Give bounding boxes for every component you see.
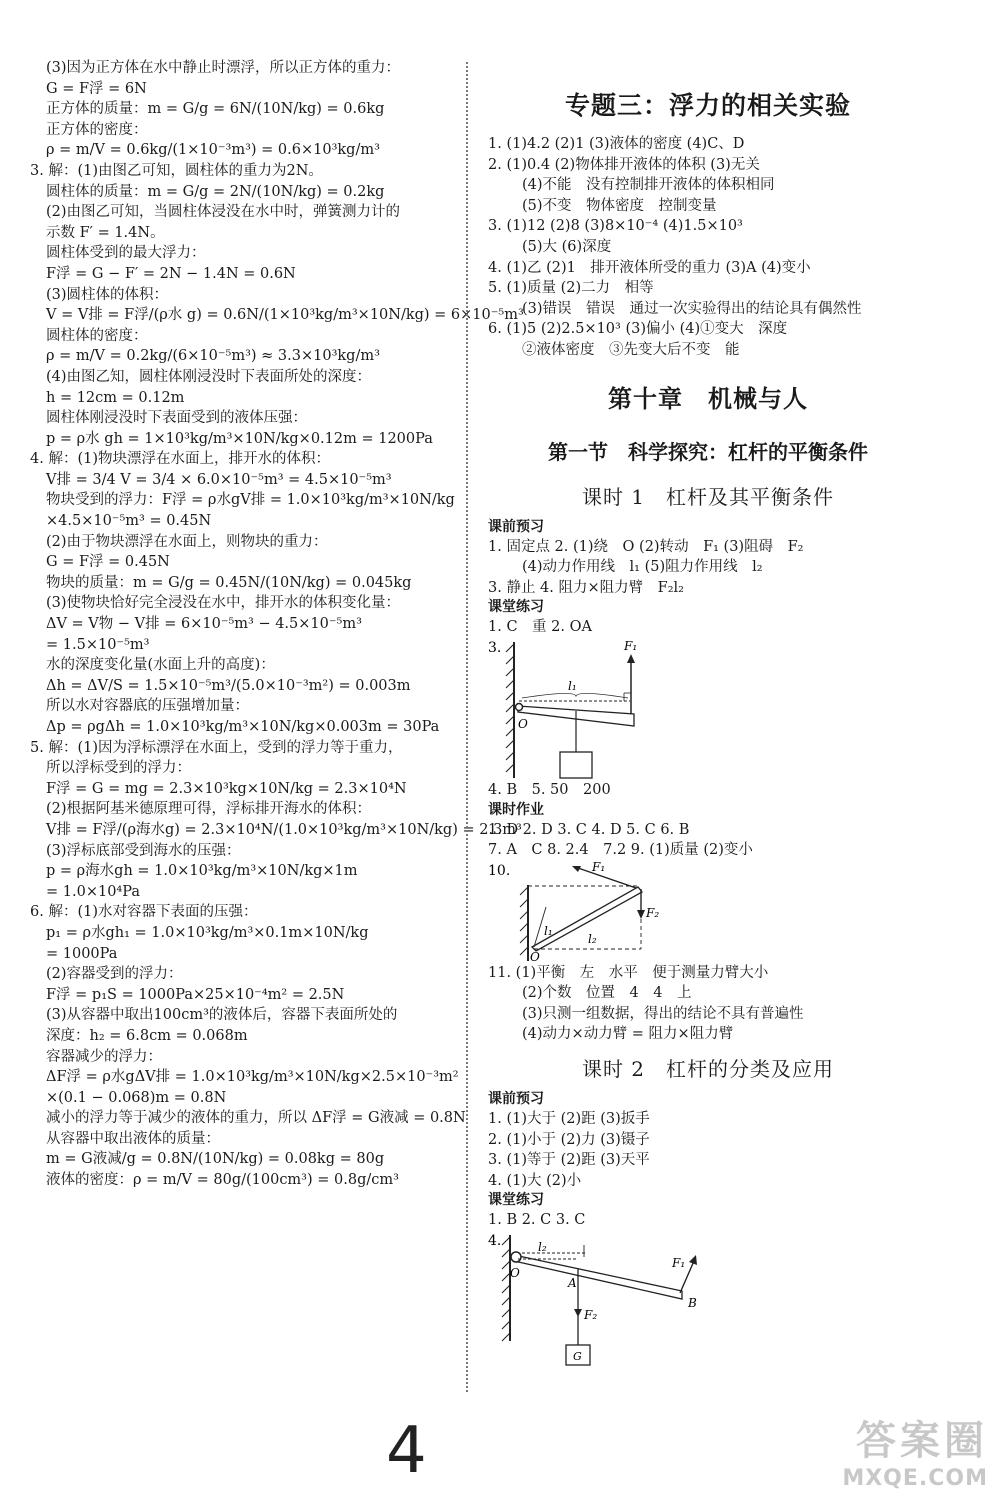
solution-line: = 1000Pa — [46, 945, 118, 962]
solution-line: F浮 = G = mg = 2.3×10³kg×10N/kg = 2.3×10⁴N — [46, 780, 407, 797]
fig4-force-f1-arrow — [689, 1255, 697, 1265]
fig4-pivot — [511, 1252, 521, 1262]
lesson1-preview-label: 课前预习 — [488, 518, 544, 535]
fig3-label-f1: F₁ — [624, 638, 638, 653]
solution-line: 5. 解：(1)因为浮标漂浮在水面上，受到的浮力等于重力， — [30, 739, 403, 756]
solution-line: (2)容器受到的浮力： — [46, 966, 183, 983]
lesson2-practice-label: 课堂练习 — [488, 1192, 544, 1209]
lesson1-title: 课时 1 杠杆及其平衡条件 — [581, 484, 835, 509]
lever-figure-10 — [488, 861, 788, 963]
lesson1-practice-after: 4. B 5. 50 200 — [488, 781, 611, 798]
solution-line: V = V排 = F浮/(ρ水 g) = 0.6N/(1×10³kg/m³×10N/kg) = 6×10⁻⁵m³ — [46, 307, 524, 324]
fig3-wall-hatch — [506, 644, 514, 772]
solution-line: V排 = F浮/(ρ海水g) = 2.3×10⁴N/(1.0×10³kg/m³×10N/kg) = 2.3m³ — [46, 821, 522, 838]
homework-answer-line: 1. D 2. D 3. C 4. D 5. C 6. B — [488, 821, 690, 838]
solution-line: F浮 = G − F′ = 2N − 1.4N = 0.6N — [46, 265, 296, 282]
solution-line: = 1.0×10⁴Pa — [46, 883, 140, 900]
fig4-label-f1: F₁ — [672, 1256, 686, 1271]
solution-line: 圆柱体受到的最大浮力： — [46, 245, 206, 262]
section-title: 第一节 科学探究：杠杆的平衡条件 — [548, 439, 868, 464]
solution-line: 正方体的质量：m = G/g = 6N/(10N/kg) = 0.6kg — [46, 101, 385, 118]
lesson1-practice-line: 1. C 重 2. OA — [488, 619, 592, 636]
solution-line: (2)由图乙可知，当圆柱体浸没在水中时，弹簧测力计的 — [46, 204, 401, 221]
solution-line: 所以水对容器底的压强增加量： — [46, 698, 249, 715]
solution-line: ρ = m/V = 0.2kg/(6×10⁻⁵m³) ≈ 3.3×10³kg/m³ — [46, 348, 380, 365]
solution-line: ΔF浮 = ρ水gΔV排 = 1.0×10³kg/m³×10N/kg×2.5×10⁻³m² — [46, 1069, 459, 1086]
topic-answer-line: 6. (1)5 (2)2.5×10³ (3)偏小 (4)①变大 深度 — [488, 321, 788, 338]
lever-figure-4 — [488, 1231, 788, 1373]
solution-line: ΔV = V物 − V排 = 6×10⁻⁵m³ − 4.5×10⁻⁵m³ — [46, 616, 362, 633]
solution-line: Δh = ΔV/S = 1.5×10⁻⁵m³/(5.0×10⁻³m²) = 0.003m — [46, 677, 411, 694]
fig10-force-f1 — [578, 868, 636, 888]
solution-line: 深度：h₂ = 6.8cm = 0.068m — [46, 1027, 248, 1044]
solution-line: (3)使物块恰好完全浸没在水中，排开水的体积变化量： — [46, 595, 401, 612]
solution-line: 减小的浮力等于减少的液体的重力，所以 ΔF浮 = G液减 = 0.8N — [46, 1110, 466, 1127]
solution-line: (3)因为正方体在水中静止时漂浮，所以正方体的重力： — [46, 60, 401, 76]
fig4-number: 4. — [488, 1233, 502, 1250]
topic-answer-line: 2. (1)0.4 (2)物体排开液体的体积 (3)无关 — [488, 156, 760, 173]
solution-line: 容器减少的浮力： — [46, 1048, 162, 1065]
solution-line: (2)由于物块漂浮在水面上，则物块的重力： — [46, 533, 328, 550]
lesson1-homework-after — [488, 963, 928, 1045]
fig3-pivot — [516, 703, 523, 710]
topic-title: 专题三：浮力的相关实验 — [564, 91, 851, 120]
watermark-sub: MXQE.COM — [842, 1466, 988, 1491]
solution-line: m = G液减/g = 0.8N/(10N/kg) = 0.08kg = 80g — [46, 1151, 385, 1168]
fig10-wall-hatch — [520, 887, 528, 955]
lesson2-preview-label: 课前预习 — [488, 1091, 544, 1108]
solution-line: 物块的质量：m = G/g = 0.45N/(10N/kg) = 0.045kg — [46, 574, 412, 591]
fig10-label-l1: l₁ — [544, 923, 553, 938]
fig3-number: 3. — [488, 639, 502, 656]
solution-line: 所以浮标受到的浮力： — [46, 760, 191, 777]
solution-line: 物块受到的浮力：F浮 = ρ水gV排 = 1.0×10³kg/m³×10N/kg — [46, 492, 455, 509]
preview-answer-line: (4)动力作用线 l₁ (5)阻力作用线 l₂ — [522, 559, 763, 576]
fig4-lever — [514, 1255, 682, 1299]
topic-answer-line: (4)不能 没有控制排开液体的体积相同 — [522, 177, 775, 194]
solution-line: (2)根据阿基米德原理可得，浮标排开海水的体积： — [46, 801, 372, 818]
fig4-label-f2: F₂ — [584, 1308, 598, 1323]
solution-line: (3)浮标底部受到海水的压强： — [46, 842, 241, 859]
lesson2-practice-line: 1. B 2. C 3. C — [488, 1212, 586, 1229]
solution-line: p₁ = ρ水gh₁ = 1.0×10³kg/m³×0.1m×10N/kg — [46, 924, 369, 941]
fig4-label-o: O — [510, 1266, 520, 1281]
fig4-label-b: B — [688, 1296, 697, 1311]
solution-line: = 1.5×10⁻⁵m³ — [46, 636, 150, 653]
fig4-label-a: A — [568, 1276, 577, 1291]
page-number — [378, 1410, 438, 1482]
solution-line: (3)圆柱体的体积： — [46, 286, 169, 303]
topic-answer-line: (3)错误 错误 通过一次实验得出的结论具有偶然性 — [522, 300, 862, 317]
solution-line: ×(0.1 − 0.068)m = 0.8N — [46, 1089, 227, 1106]
solution-line: 4. 解：(1)物块漂浮在水面上，排开水的体积： — [30, 451, 330, 468]
solution-line: Δp = ρgΔh = 1.0×10³kg/m³×10N/kg×0.003m = 30Pa — [46, 719, 440, 735]
topic-answer-line: (5)不变 物体密度 控制变量 — [522, 197, 717, 214]
lesson1-practice-label: 课堂练习 — [488, 599, 544, 616]
topic-answer-line: 1. (1)4.2 (2)1 (3)液体的密度 (4)C、D — [488, 136, 745, 152]
watermark-main: 答案圈 — [856, 1418, 988, 1464]
topic-answers — [488, 134, 928, 361]
fig4-label-g: G — [573, 1350, 582, 1364]
solution-line: ×4.5×10⁻⁵m³ = 0.45N — [46, 513, 212, 530]
solution-line: V排 = 3/4 V = 3/4 × 6.0×10⁻⁵m³ = 4.5×10⁻⁵m³ — [46, 471, 392, 488]
fig3-force-f1-arrow — [627, 654, 635, 663]
solution-line: 水的深度变化量(水面上升的高度)： — [46, 657, 275, 674]
fig10-lever — [532, 887, 642, 951]
preview-answer-line: 1. (1)大于 (2)距 (3)扳手 — [488, 1111, 650, 1128]
solution-line: h = 12cm = 0.12m — [46, 389, 185, 406]
topic-answer-line: 4. (1)乙 (2)1 排开液体所受的重力 (3)A (4)变小 — [488, 259, 811, 276]
homework-answer-line: 7. A C 8. 2.4 7.2 9. (1)质量 (2)变小 — [488, 842, 753, 859]
solution-line: 圆柱体的密度： — [46, 327, 148, 344]
watermark — [842, 1409, 988, 1491]
solution-line: 圆柱体的质量：m = G/g = 2N/(10N/kg) = 0.2kg — [46, 183, 385, 200]
fig10-label-f1: F₁ — [592, 860, 606, 874]
solution-line: 从容器中取出液体的质量： — [46, 1130, 220, 1147]
homework-answer-line: (4)动力×动力臂 = 阻力×阻力臂 — [522, 1026, 734, 1043]
fig3-label-l1: l₁ — [568, 678, 577, 693]
chapter-title: 第十章 机械与人 — [608, 384, 808, 413]
topic-answer-line: 5. (1)质量 (2)二力 相等 — [488, 280, 654, 297]
fig4-force-f2-arrow — [574, 1309, 582, 1317]
lesson1-preview-answers — [488, 537, 928, 599]
fig3-weight — [560, 752, 592, 778]
solution-line: 3. 解：(1)由图乙可知，圆柱体的重力为2N。 — [30, 162, 323, 179]
lesson1-homework-answers — [488, 820, 928, 861]
fig4-label-l2: l₂ — [538, 1240, 547, 1255]
topic-answer-line: 3. (1)12 (2)8 (3)8×10⁻⁴ (4)1.5×10³ — [488, 218, 743, 235]
lesson2-title: 课时 2 杠杆的分类及应用 — [581, 1057, 835, 1082]
lesson2-preview-answers — [488, 1109, 928, 1191]
preview-answer-line: 1. 固定点 2. (1)绕 O (2)转动 F₁ (3)阻碍 F₂ — [488, 538, 804, 555]
homework-answer-line: (2)个数 位置 4 4 上 — [522, 985, 692, 1002]
fig10-label-o: O — [530, 949, 540, 963]
solution-line: 示数 F′ = 1.4N。 — [46, 224, 165, 241]
fig4-wall-hatch — [502, 1237, 510, 1341]
solution-line: G = F浮 = 6N — [46, 80, 147, 97]
preview-answer-line: 3. 静止 4. 阻力×阻力臂 F₂l₂ — [488, 579, 684, 596]
solution-line: 圆柱体刚浸没时下表面受到的液体压强： — [46, 410, 307, 427]
fig3-arm-brace — [522, 693, 628, 698]
right-column — [488, 58, 928, 1373]
solution-line: F浮 = p₁S = 1000Pa×25×10⁻⁴m² = 2.5N — [46, 986, 345, 1003]
solution-line: p = ρ海水gh = 1.0×10³kg/m³×10N/kg×1m — [46, 863, 358, 880]
preview-answer-line: 2. (1)小于 (2)力 (3)镊子 — [488, 1131, 650, 1148]
fig10-label-f2: F₂ — [646, 905, 660, 920]
column-divider — [466, 62, 468, 1392]
preview-answer-line: 4. (1)大 (2)小 — [488, 1172, 582, 1189]
fig3-label-o: O — [518, 716, 528, 731]
solution-line: 正方体的密度： — [46, 121, 148, 138]
fig10-number: 10. — [488, 862, 511, 879]
fig10-label-l2: l₂ — [588, 931, 597, 946]
solution-line: 6. 解：(1)水对容器下表面的压强： — [30, 904, 258, 921]
preview-answer-line: 3. (1)等于 (2)距 (3)天平 — [488, 1152, 650, 1169]
lesson1-homework-label: 课时作业 — [488, 801, 544, 818]
lever-figure-3 — [488, 638, 788, 780]
page-number-text: 4 — [386, 1414, 427, 1482]
solution-line: (3)从容器中取出100cm³的液体后，容器下表面所处的 — [46, 1007, 398, 1024]
fig10-force-f2-arrow — [637, 910, 645, 919]
solution-line: (4)由图乙知，圆柱体刚浸没时下表面所处的深度： — [46, 368, 372, 385]
solution-line: p = ρ水 gh = 1×10³kg/m³×10N/kg×0.12m = 1200Pa — [46, 430, 433, 447]
solution-line: 液体的密度：ρ = m/V = 80g/(100cm³) = 0.8g/cm³ — [46, 1172, 399, 1189]
homework-answer-line: (3)只测一组数据，得出的结论不具有普遍性 — [522, 1005, 804, 1022]
solution-line: G = F浮 = 0.45N — [46, 554, 170, 571]
homework-answer-line: 11. (1)平衡 左 水平 便于测量力臂大小 — [488, 964, 769, 981]
solution-line: ρ = m/V = 0.6kg/(1×10⁻³m³) = 0.6×10³kg/m³ — [46, 142, 380, 159]
topic-answer-line: ②液体密度 ③先变大后不变 能 — [522, 341, 740, 358]
topic-answer-line: (5)大 (6)深度 — [522, 238, 612, 255]
